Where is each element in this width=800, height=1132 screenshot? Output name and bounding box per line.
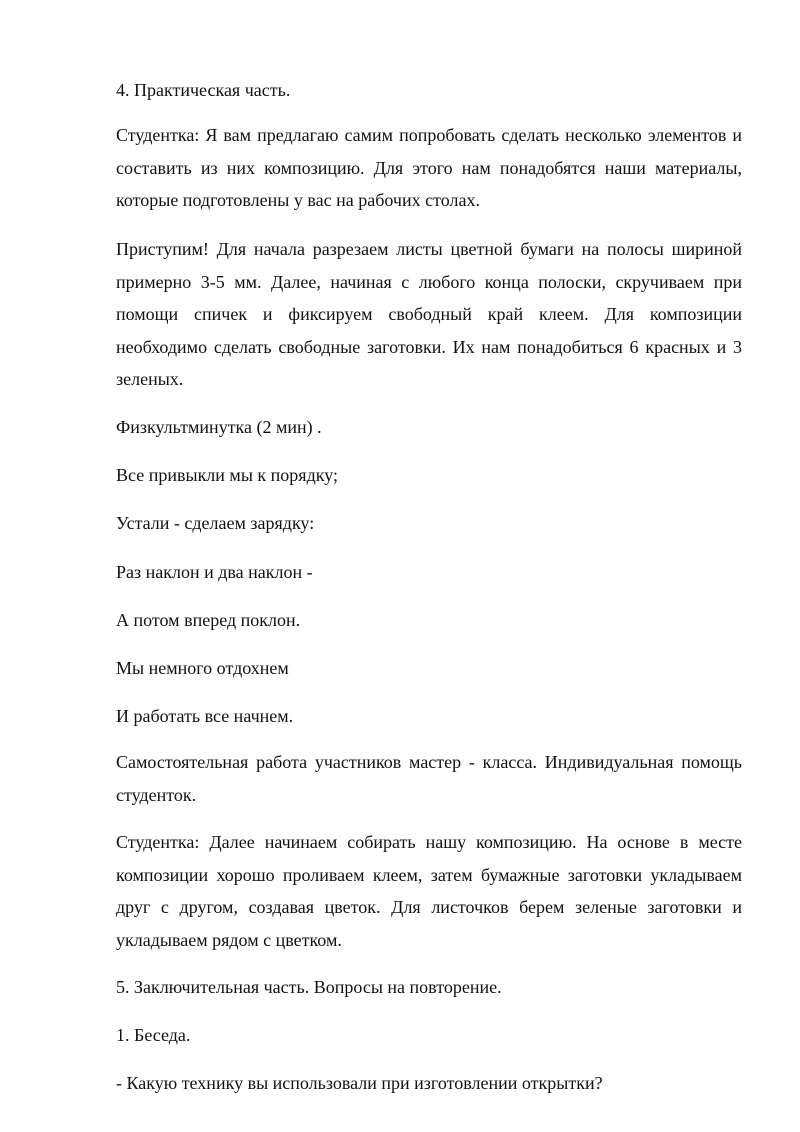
poem-line-3: Раз наклон и два наклон - xyxy=(116,562,313,582)
paragraph-student-intro: Студентка: Я вам предлагаю самим попробовать сделать несколько элементов и составить из них композицию. Для этого нам понадобятся наши материалы, которые подготовлены у вас на рабочих столах. xyxy=(116,125,742,210)
section-heading-practical: 4. Практическая часть. xyxy=(116,80,291,100)
heading-physical-break: Физкультминутка (2 мин) . xyxy=(116,417,322,437)
question-technique: - Какую технику вы использовали при изготовлении открытки? xyxy=(116,1073,603,1093)
poem-line-2: Устали - сделаем зарядку: xyxy=(116,513,315,533)
poem-line-5: Мы немного отдохнем xyxy=(116,658,289,678)
poem-line-6: И работать все начнем. xyxy=(116,706,294,726)
paragraph-independent-work: Самостоятельная работа участников мастер - класса. Индивидуальная помощь студенток. xyxy=(116,752,742,805)
paragraph-composition-assembly: Студентка: Далее начинаем собирать нашу композицию. На основе в месте композиции хорошо проливаем клеем, затем бумажные заготовки укладываем друг с другом, создавая цветок. Для листочков берем зеленые заготовки и укладываем рядом с цветком. xyxy=(116,832,742,950)
poem-line-1: Все привыкли мы к порядку; xyxy=(116,465,338,485)
poem-line-4: А потом вперед поклон. xyxy=(116,610,301,630)
item-conversation: 1. Беседа. xyxy=(116,1025,191,1045)
paragraph-instructions: Приступим! Для начала разрезаем листы цветной бумаги на полосы шириной примерно 3-5 мм. Далее, начиная с любого конца полоски, скручиваем при помощи спичек и фиксируем свободный край клеем. Для композиции необходимо сделать свободные заготовки. Их нам понадобиться 6 красных и 3 зеленых. xyxy=(116,239,742,389)
section-heading-conclusion: 5. Заключительная часть. Вопросы на повторение. xyxy=(116,977,502,997)
